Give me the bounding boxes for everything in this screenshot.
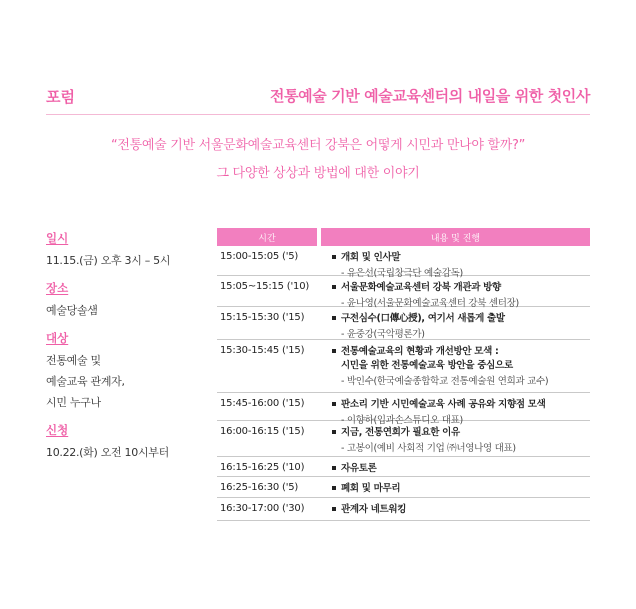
row-time: 15:15-15:30 ('15) xyxy=(220,312,305,323)
row-title-text: 자유토론 xyxy=(341,463,377,474)
place-value: 예술당솔샘 xyxy=(46,304,98,317)
time-column-header: 시간 xyxy=(217,228,317,246)
apply-label: 신청 xyxy=(46,423,69,437)
page-title: 전통예술 기반 예술교육센터의 내일을 위한 첫인사 xyxy=(269,87,590,105)
row-title-text: 구전심수(口傳心授), 여기서 새롭게 출발 xyxy=(341,313,505,324)
place-group xyxy=(46,280,206,321)
bullet-icon xyxy=(332,430,336,434)
row-title xyxy=(332,462,590,476)
bullet-icon xyxy=(332,507,336,511)
row-title-text: 전통예술교육의 현황과 개선방안 모색 : xyxy=(341,346,499,357)
event-info xyxy=(46,230,206,472)
row-title-text: 관계자 네트워킹 xyxy=(341,504,407,515)
table-row xyxy=(217,307,590,340)
schedule-header xyxy=(217,228,590,246)
row-time: 15:30-15:45 ('15) xyxy=(220,345,305,356)
row-speaker: - 윤나영(서울문화예술교육센터 강북 센터장) xyxy=(341,298,519,309)
table-row xyxy=(217,421,590,457)
bullet-icon xyxy=(332,486,336,490)
row-time: 15:00-15:05 ('5) xyxy=(220,251,299,262)
table-row xyxy=(217,477,590,498)
row-time: 16:30-17:00 ('30) xyxy=(220,503,305,514)
row-speaker: - 이향하(입과손스튜디오 대표) xyxy=(341,415,463,426)
apply-group xyxy=(46,422,206,463)
row-content xyxy=(321,498,590,520)
row-speaker: - 고봉이(예비 사회적 기업 ㈜너영나영 대표) xyxy=(341,443,516,454)
content-column-header: 내용 및 진행 xyxy=(321,228,590,246)
bullet-icon xyxy=(332,466,336,470)
bullet-icon xyxy=(332,285,336,289)
row-title xyxy=(332,426,590,440)
row-title-text: 폐회 및 마무리 xyxy=(341,483,401,494)
row-title xyxy=(332,251,590,265)
header-divider xyxy=(46,114,590,115)
row-content xyxy=(321,421,590,456)
target-group xyxy=(46,330,206,413)
row-title-text: 판소리 기반 시민예술교육 사례 공유와 지향점 모색 xyxy=(341,399,546,410)
table-row xyxy=(217,340,590,393)
row-time: 16:00-16:15 ('15) xyxy=(220,426,305,437)
schedule-table xyxy=(217,228,590,521)
row-speaker: - 유은선(국립창극단 예술감독) xyxy=(341,268,463,279)
row-content xyxy=(321,307,590,339)
target-line: 전통예술 및 xyxy=(46,354,101,367)
date-group xyxy=(46,230,206,271)
row-time: 16:25-16:30 ('5) xyxy=(220,482,299,493)
target-line: 시민 누구나 xyxy=(46,396,101,409)
section-label: 포럼 xyxy=(46,88,75,106)
row-title xyxy=(332,359,590,373)
row-time: 15:45-16:00 ('15) xyxy=(220,398,305,409)
date-label: 일시 xyxy=(46,231,69,245)
row-content xyxy=(321,246,590,279)
row-title-text: 개회 및 인사말 xyxy=(341,252,401,263)
intro-question: “전통예술 기반 서울문화예술교육센터 강북은 어떻게 시민과 만나야 할까?” xyxy=(110,138,526,153)
intro-subtitle: 그 다양한 상상과 방법에 대한 이야기 xyxy=(216,166,420,181)
date-value: 11.15.(금) 오후 3시 – 5시 xyxy=(46,254,171,267)
table-row xyxy=(217,393,590,426)
row-content xyxy=(321,276,590,309)
bullet-icon xyxy=(332,316,336,320)
table-row xyxy=(217,246,590,279)
row-title xyxy=(332,345,590,359)
row-content xyxy=(321,477,590,497)
row-title-text: 서울문화예술교육센터 강북 개관과 방향 xyxy=(341,282,501,293)
table-row xyxy=(217,457,590,477)
table-row xyxy=(217,498,590,521)
place-label: 장소 xyxy=(46,281,69,295)
row-title xyxy=(332,503,590,517)
row-content xyxy=(321,340,590,392)
row-content xyxy=(321,393,590,426)
bullet-icon xyxy=(332,255,336,259)
target-line: 예술교육 관계자, xyxy=(46,375,125,388)
target-label: 대상 xyxy=(46,331,69,345)
row-time: 15:05~15:15 ('10) xyxy=(220,281,310,292)
row-speaker: - 박인수(한국예술종합학교 전통예술원 연희과 교수) xyxy=(341,376,549,387)
row-title xyxy=(332,281,590,295)
table-row xyxy=(217,276,590,307)
row-speaker: - 윤중강(국악평론가) xyxy=(341,329,425,340)
bullet-icon xyxy=(332,402,336,406)
schedule-rows xyxy=(217,246,590,521)
row-title-text: 시민을 위한 전통예술교육 방안을 중심으로 xyxy=(341,360,513,371)
row-time: 16:15-16:25 ('10) xyxy=(220,462,305,473)
row-title xyxy=(332,482,590,496)
row-title xyxy=(332,312,590,326)
row-title xyxy=(332,398,590,412)
bullet-icon xyxy=(332,349,336,353)
row-title-text: 지금, 전통연희가 필요한 이유 xyxy=(341,427,460,438)
row-content xyxy=(321,457,590,476)
apply-value: 10.22.(화) 오전 10시부터 xyxy=(46,446,169,459)
